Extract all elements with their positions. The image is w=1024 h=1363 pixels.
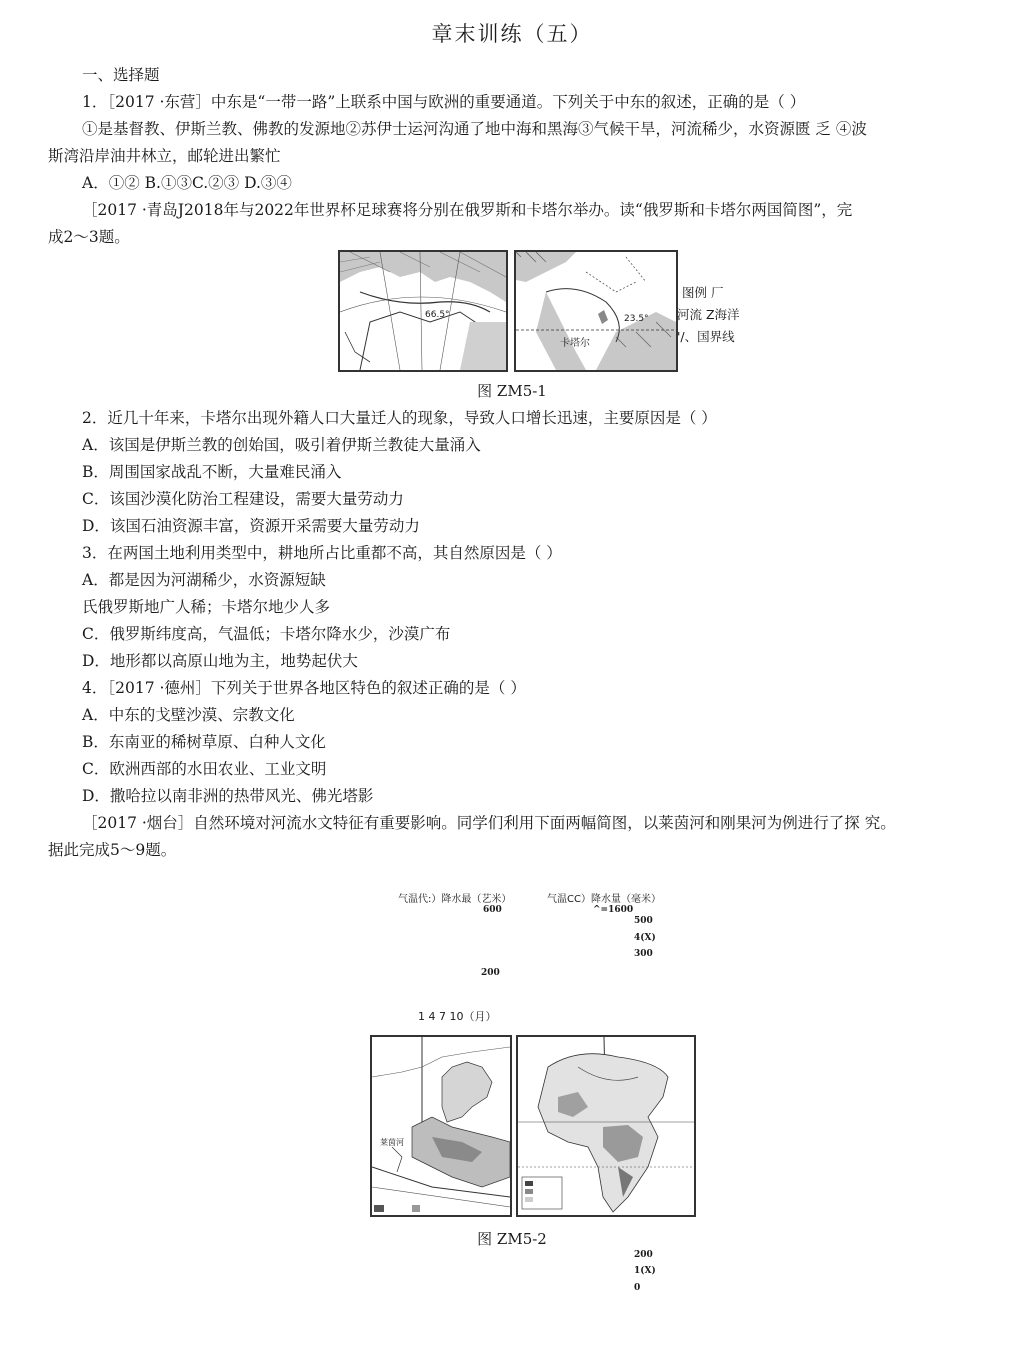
question-3-option-d: D．地形都以高原山地为主，地势起伏大 xyxy=(82,652,358,670)
bottom-axis-tick: 200 xyxy=(634,1250,653,1260)
qatar-label: 卡塔尔 xyxy=(560,338,590,349)
qatar-map xyxy=(514,250,678,372)
question-2-option-a: A．该国是伊斯兰教的创始国，吸引着伊斯兰教徒大量涌入 xyxy=(82,436,481,454)
material-intro-2: ［2017 ·烟台］自然环境对河流水文特征有重要影响。同学们利用下面两幅简图，以莱茵河和刚果河为例进行了探 究。 xyxy=(82,814,896,832)
legend-river-ocean: 河流 Z海洋 xyxy=(677,307,740,322)
figure-caption: 图 ZM5-1 xyxy=(477,382,547,400)
question-2-option-c: C．该国沙漠化防治工程建设，需要大量劳动力 xyxy=(82,490,404,508)
africa-map xyxy=(516,1035,696,1217)
question-2-stem: 2．近几十年来，卡塔尔出现外籍人口大量迁人的现象，导致人口增长迅速，主要原因是（ ） xyxy=(82,409,717,427)
question-3-stem: 3．在两国土地利用类型中，耕地所占比重都不高，其自然原因是（ ） xyxy=(82,544,562,562)
question-4-option-a: A．中东的戈壁沙漠、宗教文化 xyxy=(82,706,295,724)
question-1-statements-cont: 斯湾沿岸油井林立，邮轮进出繁忙 xyxy=(48,147,281,165)
left-axis-tick: 600 xyxy=(483,905,502,915)
africa-map-drawing xyxy=(518,1037,694,1215)
question-1-stem: 1．［2017 ·东营］中东是“一带一路”上联系中国与欧洲的重要通道。下列关于中东的叙述，正确的是（ ） xyxy=(82,93,806,111)
question-3-option-b: 氏俄罗斯地广人稀；卡塔尔地少人多 xyxy=(82,598,331,616)
question-1-options: A．①② B.①③C.②③ D.③④ xyxy=(82,174,292,192)
question-3-option-a: A．都是因为河湖稀少，水资源短缺 xyxy=(82,571,326,589)
latitude-label: 23.5° xyxy=(624,314,649,324)
material-intro-2-cont: 据此完成5～9题。 xyxy=(48,841,177,859)
russia-map-drawing xyxy=(340,252,506,370)
rhine-label: 莱茵河 xyxy=(380,1138,404,1147)
latitude-label: 66.5° xyxy=(425,310,450,320)
right-axis-tick: 300 xyxy=(634,949,653,959)
question-4-option-b: B．东南亚的稀树草原、白种人文化 xyxy=(82,733,326,751)
question-4-stem: 4．［2017 ·德州］下列关于世界各地区特色的叙述正确的是（ ） xyxy=(82,679,526,697)
bottom-axis-tick: 0 xyxy=(634,1283,641,1293)
question-3-option-c: C．俄罗斯纬度高，气温低；卡塔尔降水少，沙漠广布 xyxy=(82,625,451,643)
left-axis-tick: 200 xyxy=(481,968,500,978)
page-title: 章末训练（五） xyxy=(431,22,593,46)
right-axis-tick: 4(X) xyxy=(634,933,656,943)
legend-border: '/、国界线 xyxy=(677,329,735,344)
question-2-option-b: B．周围国家战乱不断，大量难民涌入 xyxy=(82,463,342,481)
europe-map xyxy=(370,1035,512,1217)
bottom-axis-tick: 1(X) xyxy=(634,1266,656,1276)
material-intro: ［2017 ·青岛J2018年与2022年世界杯足球赛将分别在俄罗斯和卡塔尔举办。读“俄罗斯和卡塔尔两国简图”，完 xyxy=(82,201,853,219)
question-4-option-c: C．欧洲西部的水田农业、工业文明 xyxy=(82,760,327,778)
question-2-option-d: D．该国石油资源丰富，资源开采需要大量劳动力 xyxy=(82,517,420,535)
month-axis-label: 1 4 7 10（月） xyxy=(418,1010,497,1023)
section-heading: 一、选择题 xyxy=(82,66,160,84)
right-chart-header: 气温CC）降水量（毫米） xyxy=(547,894,661,905)
right-axis-tick: 500 xyxy=(634,916,653,926)
europe-map-drawing xyxy=(372,1037,510,1215)
legend-title: 图例 厂 xyxy=(682,285,724,300)
question-4-option-d: D．撒哈拉以南非洲的热带风光、佛光塔影 xyxy=(82,787,374,805)
question-1-statements: ①是基督教、伊斯兰教、佛教的发源地②苏伊士运河沟通了地中海和黑海③气候干旱，河流稀少，水资源匮 乏 ④波 xyxy=(82,120,867,138)
map-legend xyxy=(677,282,740,348)
qatar-map-drawing xyxy=(516,252,676,370)
right-axis-tick: ^=1600 xyxy=(593,905,634,915)
russia-map xyxy=(338,250,508,372)
material-intro-cont: 成2～3题。 xyxy=(48,228,130,246)
left-chart-header: 气温代:）降水最（艺米） xyxy=(398,894,512,905)
figure-caption: 图 ZM5-2 xyxy=(477,1230,547,1248)
